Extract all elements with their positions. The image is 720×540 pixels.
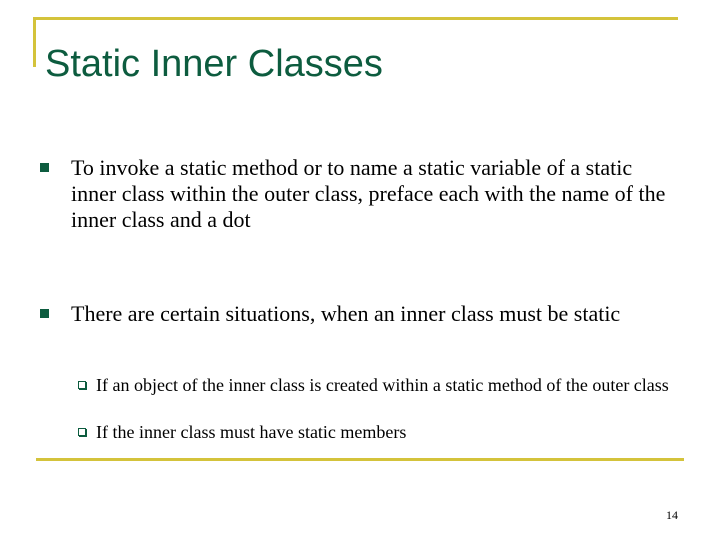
bullet-item	[40, 301, 680, 327]
decorative-frame-top-line	[33, 17, 678, 20]
sub-bullet-item	[78, 375, 678, 395]
bullet-item	[40, 155, 680, 233]
decorative-frame-left-line	[33, 17, 36, 67]
sub-bullet-text: If an object of the inner class is created within a static method of the outer class	[96, 375, 669, 395]
sub-bullet-item	[78, 422, 678, 442]
hollow-square-icon	[78, 428, 86, 436]
bullet-text: There are certain situations, when an inner class must be static	[71, 301, 621, 326]
page-number: 14	[666, 508, 678, 522]
filled-square-icon	[40, 163, 49, 172]
slide-title: Static Inner Classes	[45, 43, 383, 85]
bullet-text: To invoke a static method or to name a static variable of a static inner class within the outer class, preface each with the name of the inner class and a dot	[71, 155, 666, 232]
hollow-square-icon	[78, 381, 86, 389]
decorative-frame-bottom-line	[36, 458, 684, 461]
filled-square-icon	[40, 309, 49, 318]
sub-bullet-text: If the inner class must have static members	[96, 422, 407, 442]
